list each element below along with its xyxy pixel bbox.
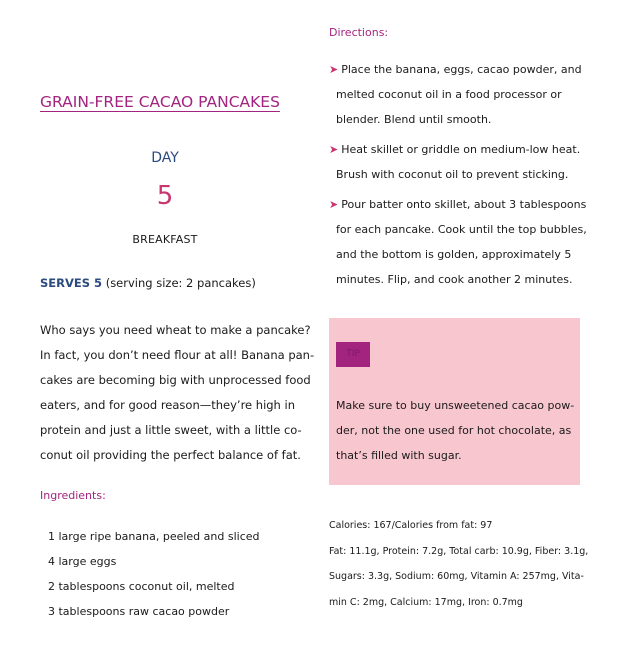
intro-line: protein and just a little sweet, with a little co- bbox=[40, 423, 302, 437]
day-number: 5 bbox=[156, 181, 174, 211]
direction-step bbox=[329, 192, 585, 292]
intro-paragraph bbox=[40, 318, 315, 468]
step-line: for each pancake. Cook until the top bubbles, bbox=[336, 223, 587, 236]
meal-label: BREAKFAST bbox=[132, 233, 198, 246]
step-line: and the bottom is golden, approximately 5 bbox=[336, 248, 572, 261]
intro-line: conut oil providing the perfect balance of fat. bbox=[40, 448, 301, 462]
nutrition-line: min C: 2mg, Calcium: 17mg, Iron: 0.7mg bbox=[329, 596, 523, 608]
ingredient-item: 3 tablespoons raw cacao powder bbox=[48, 605, 230, 618]
arrow-bullet-icon: ➤ bbox=[329, 198, 339, 211]
step-line: Pour batter onto skillet, about 3 tablespoons bbox=[341, 198, 587, 211]
recipe-title: GRAIN-FREE CACAO PANCAKES bbox=[40, 93, 280, 111]
ingredients-heading: Ingredients: bbox=[40, 489, 106, 502]
step-line: blender. Blend until smooth. bbox=[336, 113, 492, 126]
tip-text bbox=[336, 393, 574, 468]
ingredient-item: 1 large ripe banana, peeled and sliced bbox=[48, 530, 260, 543]
direction-step bbox=[329, 57, 585, 132]
serves-count: SERVES 5 bbox=[40, 276, 103, 290]
step-line: Heat skillet or griddle on medium-low heat. bbox=[341, 143, 581, 156]
tip-line: that’s filled with sugar. bbox=[336, 449, 462, 462]
intro-line: eaters, and for good reason—they’re high in bbox=[40, 398, 295, 412]
step-line: Brush with coconut oil to prevent sticking. bbox=[336, 168, 569, 181]
ingredients-list bbox=[48, 524, 260, 624]
tip-tag: TIP bbox=[336, 342, 370, 367]
nutrition-line: Calories: 167/Calories from fat: 97 bbox=[329, 520, 493, 531]
direction-step bbox=[329, 137, 585, 187]
nutrition-line: Sugars: 3.3g, Sodium: 60mg, Vitamin A: 257mg, Vita- bbox=[329, 571, 584, 582]
ingredient-item: 4 large eggs bbox=[48, 555, 117, 568]
directions-heading: Directions: bbox=[329, 26, 389, 39]
arrow-bullet-icon: ➤ bbox=[329, 63, 339, 76]
tip-line: der, not the one used for hot chocolate, as bbox=[336, 424, 572, 437]
day-label: DAY bbox=[151, 150, 179, 166]
serving-size: (serving size: 2 pancakes) bbox=[102, 276, 256, 290]
step-line: minutes. Flip, and cook another 2 minutes. bbox=[336, 273, 573, 286]
directions-steps bbox=[329, 57, 585, 297]
ingredient-item: 2 tablespoons coconut oil, melted bbox=[48, 580, 235, 593]
step-line: melted coconut oil in a food processor or bbox=[336, 88, 562, 101]
serves-line bbox=[40, 276, 256, 290]
intro-line: In fact, you don’t need flour at all! Banana pan- bbox=[40, 348, 315, 362]
nutrition-facts bbox=[329, 513, 588, 615]
step-line: Place the banana, eggs, cacao powder, and bbox=[341, 63, 582, 76]
intro-line: Who says you need wheat to make a pancake? bbox=[40, 323, 311, 337]
tip-line: Make sure to buy unsweetened cacao pow- bbox=[336, 399, 575, 412]
tip-box bbox=[329, 318, 580, 485]
intro-line: cakes are becoming big with unprocessed food bbox=[40, 373, 311, 387]
arrow-bullet-icon: ➤ bbox=[329, 143, 339, 156]
nutrition-line: Fat: 11.1g, Protein: 7.2g, Total carb: 10.9g, Fiber: 3.1g, bbox=[329, 545, 589, 557]
